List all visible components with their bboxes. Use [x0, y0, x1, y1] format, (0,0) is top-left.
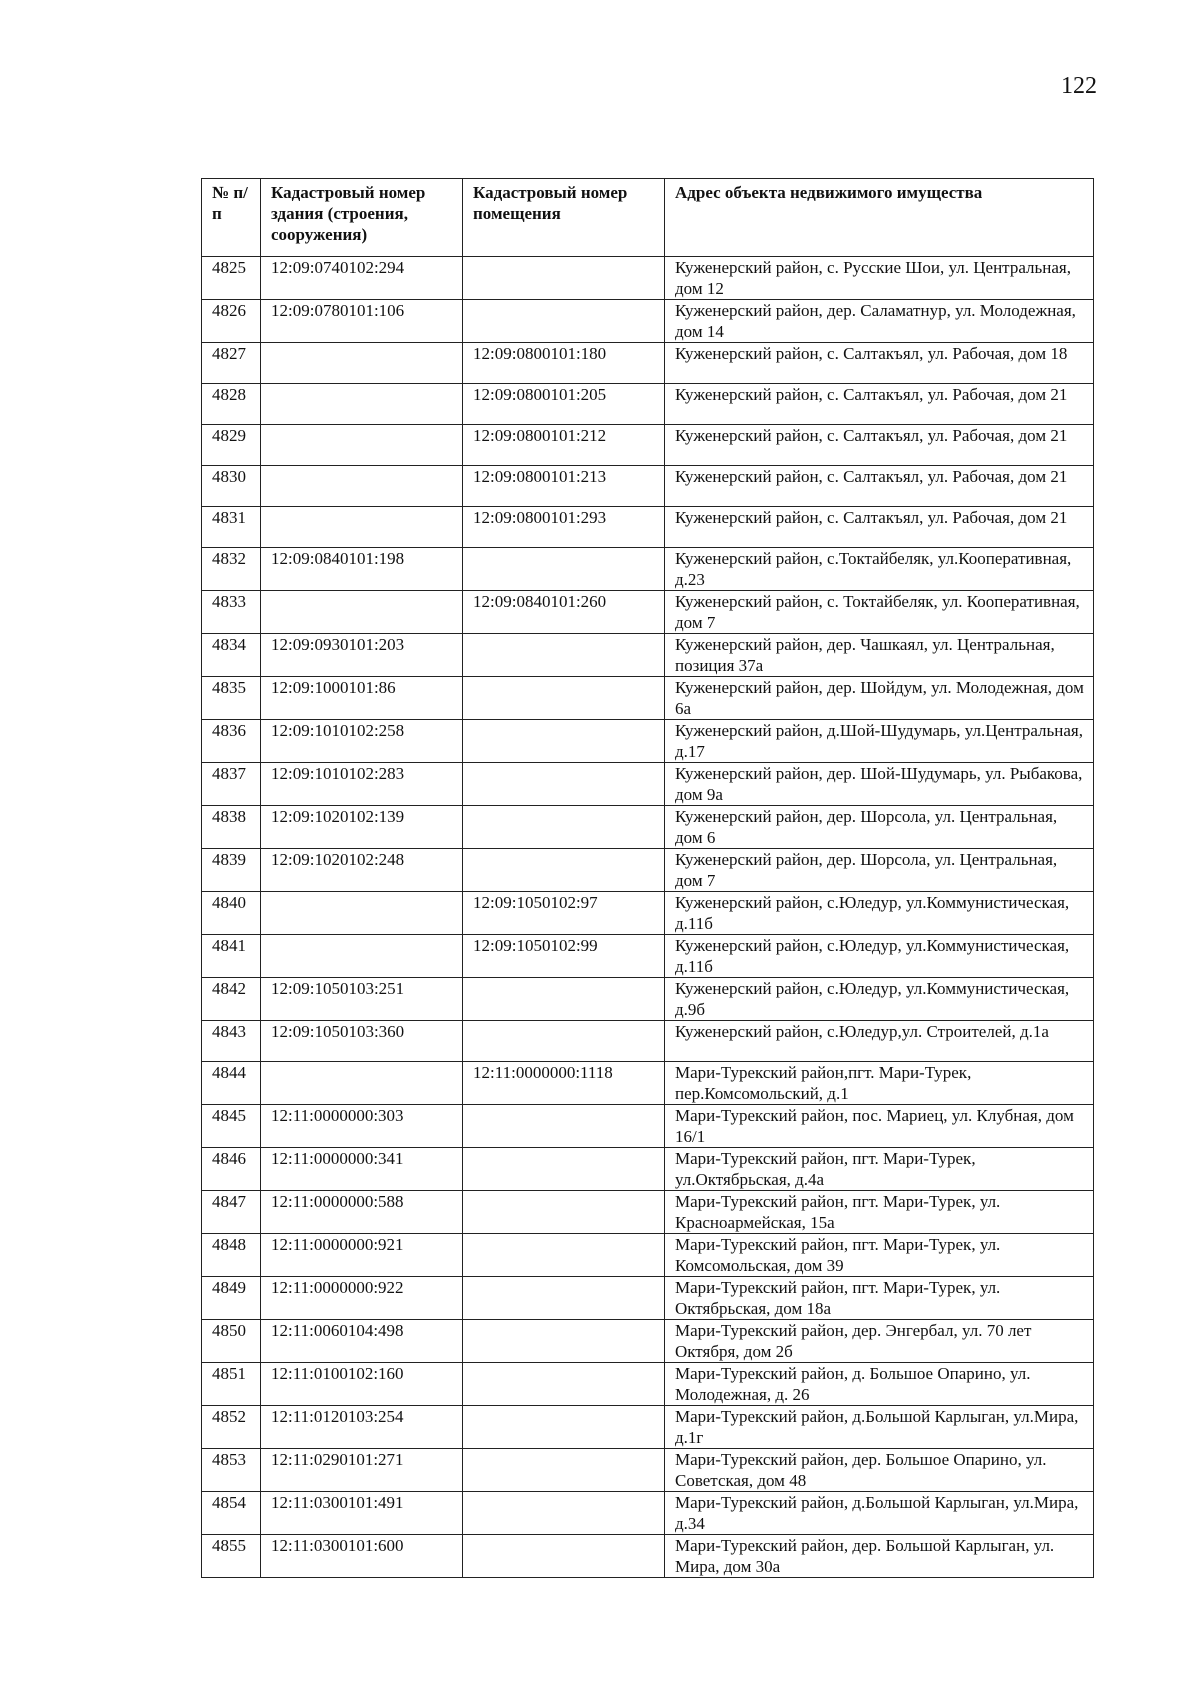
building-cadastral-cell: 12:09:1000101:86 [261, 677, 463, 720]
building-cadastral-cell: 12:09:1020102:139 [261, 806, 463, 849]
table-row [202, 1406, 1094, 1449]
table-row [202, 1234, 1094, 1277]
page-number: 122 [1061, 73, 1097, 99]
table-body [202, 257, 1094, 1578]
building-cadastral-cell: 12:11:0060104:498 [261, 1320, 463, 1363]
row-number-cell: 4852 [202, 1406, 261, 1449]
row-number-cell: 4835 [202, 677, 261, 720]
building-cadastral-cell [261, 507, 463, 548]
table-row [202, 1449, 1094, 1492]
table-row [202, 1105, 1094, 1148]
table-row [202, 720, 1094, 763]
room-cadastral-cell [463, 548, 665, 591]
building-cadastral-cell: 12:11:0300101:491 [261, 1492, 463, 1535]
row-number-cell: 4842 [202, 978, 261, 1021]
address-cell: Мари-Турекский район, дер. Большое Опарино, ул. Советская, дом 48 [665, 1449, 1094, 1492]
room-cadastral-cell: 12:09:1050102:99 [463, 935, 665, 978]
room-cadastral-cell [463, 1449, 665, 1492]
table-row [202, 300, 1094, 343]
row-number-cell: 4847 [202, 1191, 261, 1234]
address-cell: Куженерский район, с. Русские Шои, ул. Центральная, дом 12 [665, 257, 1094, 300]
table-row [202, 1492, 1094, 1535]
building-cadastral-cell [261, 384, 463, 425]
row-number-cell: 4831 [202, 507, 261, 548]
room-cadastral-cell [463, 1234, 665, 1277]
table-row [202, 548, 1094, 591]
address-cell: Куженерский район, с. Салтакъял, ул. Рабочая, дом 21 [665, 507, 1094, 548]
row-number-cell: 4843 [202, 1021, 261, 1062]
room-cadastral-cell [463, 1021, 665, 1062]
address-cell: Куженерский район, с. Салтакъял, ул. Рабочая, дом 21 [665, 384, 1094, 425]
room-cadastral-cell [463, 1148, 665, 1191]
row-number-cell: 4849 [202, 1277, 261, 1320]
table-row [202, 507, 1094, 548]
row-number-cell: 4838 [202, 806, 261, 849]
row-number-cell: 4851 [202, 1363, 261, 1406]
address-cell: Мари-Турекский район, пгт. Мари-Турек, ул. Комсомольская, дом 39 [665, 1234, 1094, 1277]
row-number-cell: 4844 [202, 1062, 261, 1105]
table-row [202, 978, 1094, 1021]
address-cell: Куженерский район, дер. Чашкаял, ул. Центральная, позиция 37а [665, 634, 1094, 677]
room-cadastral-cell: 12:09:0800101:213 [463, 466, 665, 507]
table-row [202, 1021, 1094, 1062]
address-cell: Куженерский район, с.Юледур, ул.Коммунистическая, д.9б [665, 978, 1094, 1021]
row-number-cell: 4855 [202, 1535, 261, 1578]
table-row [202, 1191, 1094, 1234]
building-cadastral-cell: 12:11:0000000:341 [261, 1148, 463, 1191]
room-cadastral-cell [463, 720, 665, 763]
address-cell: Куженерский район, с.Юледур, ул.Коммунистическая, д.11б [665, 892, 1094, 935]
address-cell: Мари-Турекский район, дер. Энгербал, ул. 70 лет Октября, дом 2б [665, 1320, 1094, 1363]
address-cell: Куженерский район, дер. Шорсола, ул. Центральная, дом 6 [665, 806, 1094, 849]
room-cadastral-cell [463, 300, 665, 343]
row-number-cell: 4836 [202, 720, 261, 763]
room-cadastral-cell [463, 1320, 665, 1363]
building-cadastral-cell: 12:09:0740102:294 [261, 257, 463, 300]
address-cell: Мари-Турекский район, д.Большой Карлыган, ул.Мира, д.34 [665, 1492, 1094, 1535]
table-row [202, 763, 1094, 806]
room-cadastral-cell [463, 634, 665, 677]
room-cadastral-cell [463, 806, 665, 849]
header-building-cadastral: Кадастровый номер здания (строения, сооружения) [261, 179, 463, 257]
row-number-cell: 4850 [202, 1320, 261, 1363]
room-cadastral-cell [463, 257, 665, 300]
row-number-cell: 4832 [202, 548, 261, 591]
table-row [202, 634, 1094, 677]
row-number-cell: 4825 [202, 257, 261, 300]
building-cadastral-cell: 12:11:0000000:588 [261, 1191, 463, 1234]
building-cadastral-cell: 12:11:0300101:600 [261, 1535, 463, 1578]
building-cadastral-cell [261, 466, 463, 507]
building-cadastral-cell [261, 425, 463, 466]
building-cadastral-cell [261, 1062, 463, 1105]
address-cell: Мари-Турекский район,пгт. Мари-Турек, пер.Комсомольский, д.1 [665, 1062, 1094, 1105]
building-cadastral-cell: 12:11:0290101:271 [261, 1449, 463, 1492]
address-cell: Куженерский район, дер. Шойдум, ул. Молодежная, дом 6а [665, 677, 1094, 720]
header-room-cadastral: Кадастровый номер помещения [463, 179, 665, 257]
room-cadastral-cell [463, 677, 665, 720]
address-cell: Куженерский район, с.Юледур, ул.Коммунистическая, д.11б [665, 935, 1094, 978]
building-cadastral-cell: 12:11:0100102:160 [261, 1363, 463, 1406]
table-row [202, 466, 1094, 507]
address-cell: Мари-Турекский район, д.Большой Карлыган, ул.Мира, д.1г [665, 1406, 1094, 1449]
table-row [202, 257, 1094, 300]
row-number-cell: 4841 [202, 935, 261, 978]
room-cadastral-cell [463, 1363, 665, 1406]
table-row [202, 1320, 1094, 1363]
table-row [202, 425, 1094, 466]
table-row [202, 1277, 1094, 1320]
table-row [202, 892, 1094, 935]
building-cadastral-cell: 12:09:1010102:283 [261, 763, 463, 806]
room-cadastral-cell [463, 1535, 665, 1578]
room-cadastral-cell [463, 849, 665, 892]
room-cadastral-cell: 12:09:0800101:212 [463, 425, 665, 466]
building-cadastral-cell: 12:11:0000000:922 [261, 1277, 463, 1320]
address-cell: Куженерский район, д.Шой-Шудумарь, ул.Центральная, д.17 [665, 720, 1094, 763]
address-cell: Мари-Турекский район, пгт. Мари-Турек, ул. Октябрьская, дом 18а [665, 1277, 1094, 1320]
room-cadastral-cell: 12:09:0800101:205 [463, 384, 665, 425]
property-registry-table [201, 178, 1094, 1578]
room-cadastral-cell [463, 1492, 665, 1535]
header-row-number: № п/п [202, 179, 261, 257]
building-cadastral-cell [261, 892, 463, 935]
room-cadastral-cell [463, 1406, 665, 1449]
building-cadastral-cell [261, 591, 463, 634]
row-number-cell: 4839 [202, 849, 261, 892]
room-cadastral-cell [463, 1191, 665, 1234]
building-cadastral-cell: 12:09:1050103:251 [261, 978, 463, 1021]
row-number-cell: 4826 [202, 300, 261, 343]
table-row [202, 343, 1094, 384]
address-cell: Куженерский район, дер. Саламатнур, ул. Молодежная, дом 14 [665, 300, 1094, 343]
row-number-cell: 4833 [202, 591, 261, 634]
row-number-cell: 4830 [202, 466, 261, 507]
row-number-cell: 4840 [202, 892, 261, 935]
room-cadastral-cell [463, 1105, 665, 1148]
room-cadastral-cell [463, 1277, 665, 1320]
table-row [202, 806, 1094, 849]
room-cadastral-cell [463, 763, 665, 806]
room-cadastral-cell: 12:11:0000000:1118 [463, 1062, 665, 1105]
row-number-cell: 4834 [202, 634, 261, 677]
building-cadastral-cell: 12:11:0000000:921 [261, 1234, 463, 1277]
building-cadastral-cell: 12:09:0840101:198 [261, 548, 463, 591]
address-cell: Мари-Турекский район, пгт. Мари-Турек, ул. Красноармейская, 15а [665, 1191, 1094, 1234]
address-cell: Куженерский район, с. Салтакъял, ул. Рабочая, дом 21 [665, 466, 1094, 507]
building-cadastral-cell: 12:09:0930101:203 [261, 634, 463, 677]
address-cell: Куженерский район, с. Токтайбеляк, ул. Кооперативная, дом 7 [665, 591, 1094, 634]
room-cadastral-cell: 12:09:0800101:180 [463, 343, 665, 384]
building-cadastral-cell: 12:09:0780101:106 [261, 300, 463, 343]
table-row [202, 591, 1094, 634]
address-cell: Куженерский район, с.Токтайбеляк, ул.Кооперативная, д.23 [665, 548, 1094, 591]
building-cadastral-cell: 12:09:1020102:248 [261, 849, 463, 892]
address-cell: Куженерский район, с. Салтакъял, ул. Рабочая, дом 18 [665, 343, 1094, 384]
row-number-cell: 4853 [202, 1449, 261, 1492]
address-cell: Мари-Турекский район, дер. Большой Карлыган, ул. Мира, дом 30а [665, 1535, 1094, 1578]
table-row [202, 935, 1094, 978]
room-cadastral-cell: 12:09:1050102:97 [463, 892, 665, 935]
table-row [202, 677, 1094, 720]
row-number-cell: 4837 [202, 763, 261, 806]
room-cadastral-cell [463, 978, 665, 1021]
building-cadastral-cell [261, 935, 463, 978]
building-cadastral-cell: 12:11:0120103:254 [261, 1406, 463, 1449]
table-row [202, 1148, 1094, 1191]
room-cadastral-cell: 12:09:0800101:293 [463, 507, 665, 548]
row-number-cell: 4829 [202, 425, 261, 466]
table-row [202, 384, 1094, 425]
address-cell: Мари-Турекский район, д. Большое Опарино, ул. Молодежная, д. 26 [665, 1363, 1094, 1406]
building-cadastral-cell: 12:11:0000000:303 [261, 1105, 463, 1148]
row-number-cell: 4827 [202, 343, 261, 384]
room-cadastral-cell: 12:09:0840101:260 [463, 591, 665, 634]
row-number-cell: 4846 [202, 1148, 261, 1191]
row-number-cell: 4848 [202, 1234, 261, 1277]
address-cell: Куженерский район, с. Салтакъял, ул. Рабочая, дом 21 [665, 425, 1094, 466]
table-row [202, 849, 1094, 892]
table-row [202, 1535, 1094, 1578]
table-header-row [202, 179, 1094, 257]
row-number-cell: 4828 [202, 384, 261, 425]
table-row [202, 1363, 1094, 1406]
building-cadastral-cell: 12:09:1010102:258 [261, 720, 463, 763]
address-cell: Куженерский район, дер. Шой-Шудумарь, ул. Рыбакова, дом 9а [665, 763, 1094, 806]
row-number-cell: 4854 [202, 1492, 261, 1535]
address-cell: Куженерский район, с.Юледур,ул. Строителей, д.1а [665, 1021, 1094, 1062]
building-cadastral-cell: 12:09:1050103:360 [261, 1021, 463, 1062]
address-cell: Куженерский район, дер. Шорсола, ул. Центральная, дом 7 [665, 849, 1094, 892]
address-cell: Мари-Турекский район, пос. Мариец, ул. Клубная, дом 16/1 [665, 1105, 1094, 1148]
building-cadastral-cell [261, 343, 463, 384]
row-number-cell: 4845 [202, 1105, 261, 1148]
address-cell: Мари-Турекский район, пгт. Мари-Турек, ул.Октябрьская, д.4а [665, 1148, 1094, 1191]
table-row [202, 1062, 1094, 1105]
header-address: Адрес объекта недвижимого имущества [665, 179, 1094, 257]
